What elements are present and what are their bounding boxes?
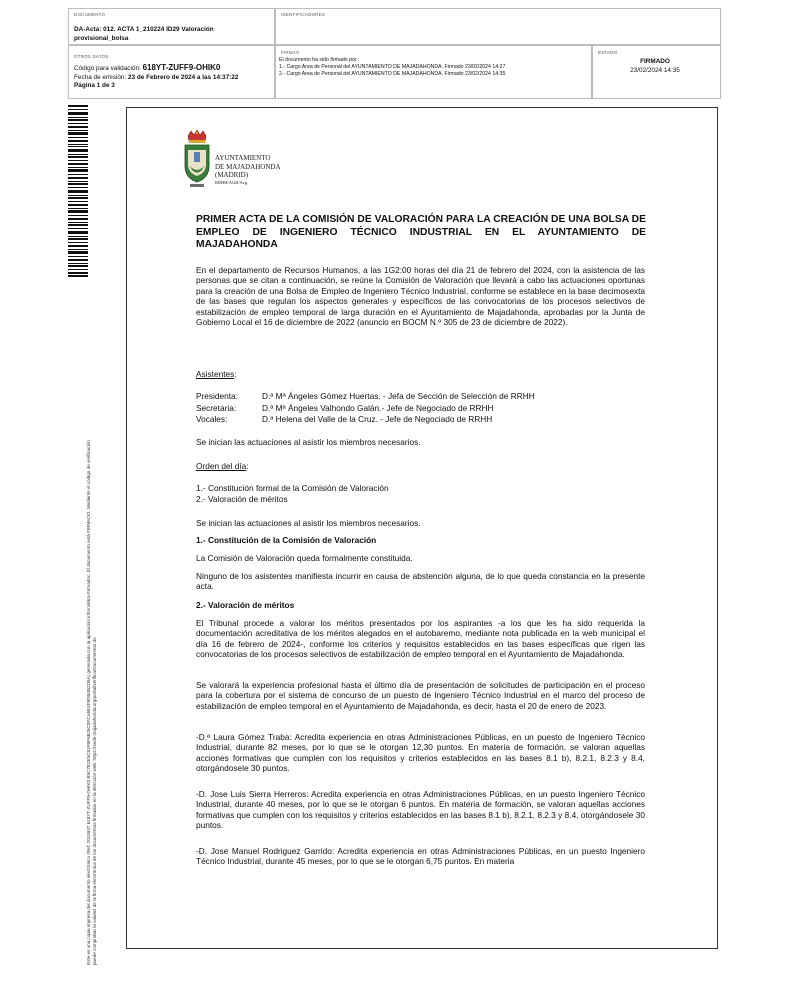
firmas-intro: El documento ha sido firmado por : [279,57,360,63]
orden-item-2: 2.- Valoración de méritos [196,494,288,504]
section-1-paragraph-2: Ninguno de los asistentes manifiesta incurrir en causa de abstención alguna, de lo que queda constancia en la presente acta. [196,571,645,592]
section-1-title: 1.- Constitución de la Comisión de Valoración [196,535,377,545]
documento-label: DOCUMENTO [74,12,106,17]
documento-cell [68,8,275,45]
documento-title-line2: provisional_bolsa [74,34,129,42]
firmas-label: FIRMAS [281,50,300,55]
side-text-line2: puede comprobar la validez de la firma electrónica de los documentos firmados en la dirección web: https://sede.majadahonda.org/portal/verificarDocumentos.do [92,637,97,965]
document-title: PRIMER ACTA DE LA COMISIÓN DE VALORACIÓN PARA LA CREACIÓN DE UNA BOLSA DE EMPLEO DE INGENIERO TÉCNICO INDUSTRIAL EN EL AYUNTAMIENTO DE MAJADAHONDA [196,214,646,250]
barcode-image [68,105,88,277]
inician-text-2: Se inician las actuaciones al asistir los miembros necesarios. [196,518,421,528]
candidate-2-paragraph: -D. Jose Luis Sierra Herreros: Acredita experiencia en otras Administraciones Públicas, en un puesto Ingeniero Técnico Industrial, durante 40 meses, por lo que se le otorgan 6 puntos. En materia de formación, se valoran aquellas acciones formativas que cumplen con los requisitos y criterios establecidos en las bases 8.1 b), 8.2.1, 8.2.3 y 8.4, otorgándosele 30 puntos. [196,789,645,831]
asistentes-heading: Asistentes: [196,369,237,379]
otros-datos-cell [68,45,275,99]
logo-line4: RRHH/AGR/Avg. [215,179,249,185]
fecha-emision: Fecha de emisión: 23 de Febrero de 2024 a las 14:37:22 [74,73,239,81]
otros-datos-label: OTROS DATOS [74,54,109,59]
codigo-validacion-value: 618YT-ZUFF9-OHIK0 [142,63,221,72]
firmas-cell [275,45,592,99]
identificadores-label: IDENTIFICADORES [281,12,326,17]
verification-side-text [86,73,98,965]
section-2-paragraph-1: El Tribunal procede a valorar los méritos presentados por los aspirantes -a los que les ha sido requerida la documentación acreditativa de los méritos alegados en el autobaremo, mediante nota publicada en la web municipal el día 16 de febrero de 2024-, conforme los criterios y requisitos establecidos en las bases específicas que rigen las convocatorias de los procesos selectivos de estabilización de empleo temporal en el Ayuntamiento de Majadahonda. [196,618,645,660]
estado-cell [592,45,721,99]
section-1-paragraph-1: La Comisión de Valoración queda formalmente constituida. [196,553,413,563]
asistente-row: Vocales: D.ª Helena del Valle de la Cruz. - Jefe de Negociado de RRHH [196,414,493,424]
majadahonda-coat-of-arms-icon [182,130,212,192]
inician-text-1: Se inician las actuaciones al asistir los miembros necesarios. [196,437,421,447]
firma-1: 1.- Cargo Area de Personal del AYUNTAMIENTO DE MAJADAHONDA. Firmado 23/02/2024 14:27 [279,64,506,70]
estado-value: FIRMADO [640,58,670,65]
side-text-line1: Este es una copia impresa del documento electrónico (Ref: 2015937 618YT-ZUFF9-OHIK0 B5C7E2E5C81FBF6829C0FCA6E4F8DB4B2D5A) generada con la aplicación informática Firmadoc. El documento está FIRMADO. Mediante el código de verificación [86,440,91,965]
documento-title-line1: DA-Acta: 012. ACTA 1_210224 ID29 Valoración [74,26,214,33]
candidate-1-paragraph: -D.ª Laura Gómez Traba: Acredita experiencia en otras Administraciones Públicas, en un puesto de Ingeniero Técnico Industrial, durante 82 meses, por lo que se le otorgan 12,30 puntos. En materia de formación, se valoran aquellas acciones formativas que cumplen con los requisitos y criterios establecidos en las bases 8.1 b), 8.2.1, 8.2.3 y 8.4, otorgándosele 30 puntos. [196,732,645,774]
candidate-3-paragraph: -D. Jose Manuel Rodriguez Garrido: Acredita experiencia en otras Administraciones Públicas, en un puesto Ingeniero Técnico Industrial, durante 45 meses, por lo que se le otorgan 6,75 puntos. En materia [196,846,645,867]
firma-2: 2.- Cargo Area de Personal del AYUNTAMIENTO DE MAJADAHONDA. Firmado 23/02/2024 14:35 [279,71,506,77]
asistente-row: Presidenta: D.ª Mª Ángeles Gómez Huertas. - Jefa de Sección de Selección de RRHH [196,391,535,401]
logo-line3: (MADRID) [215,171,249,179]
orden-item-1: 1.- Constitución formal de la Comisión de Valoración [196,483,389,493]
estado-label: ESTADO [598,50,618,55]
page-count: Página 1 de 3 [74,82,115,89]
logo-line2: DE MAJADAHONDA [215,162,281,171]
section-2-title: 2.- Valoración de méritos [196,600,295,610]
logo-text [215,154,281,186]
intro-paragraph: En el departamento de Recursos Humanos, a las 1G2:00 horas del día 21 de febrero del 2024, con la asistencia de las personas que se citan a continuación, se reúne la Comisión de Valoración que llevará a cabo las actuaciones oportunas para la creación de una Bolsa de Empleo de Ingeniero Técnico Industrial, conforme se establece en la base decimosexta de las bases que regulan los aspectos generales y específicos de las convocatorias de los procesos selectivos de estabilización de empleo temporal de larga duración en el Ayuntamiento de Majadahonda, aprobadas por la Junta de Gobierno Local el 16 de diciembre de 2022 (anuncio en BOCM N.º 305 de 23 de diciembre de 2022). [196,265,645,328]
identificadores-cell [275,8,721,45]
estado-date: 23/02/2024 14:35 [630,66,680,74]
asistente-row: Secretaria: D.ª Mª Ángeles Valhondo Galán.- Jefe de Negociado de RRHH [196,403,494,413]
fecha-emision-value: 23 de Febrero de 2024 a las 14:37:22 [128,73,239,81]
orden-heading: Orden del día: [196,461,249,471]
section-2-paragraph-2: Se valorará la experiencia profesional hasta el último día de presentación de solicitudes de participación en el proceso para la cobertura por el sistema de concurso de un puesto de Ingeniero Técnico Industrial en el marco del proceso de estabilización de empleo temporal en el Ayuntamiento de Majadahonda, es decir, hasta el 20 de enero de 2023. [196,680,645,711]
logo-line1: AYUNTAMIENTO [215,154,271,162]
codigo-validacion: Código para validación: 618YT-ZUFF9-OHIK0 [74,63,221,72]
